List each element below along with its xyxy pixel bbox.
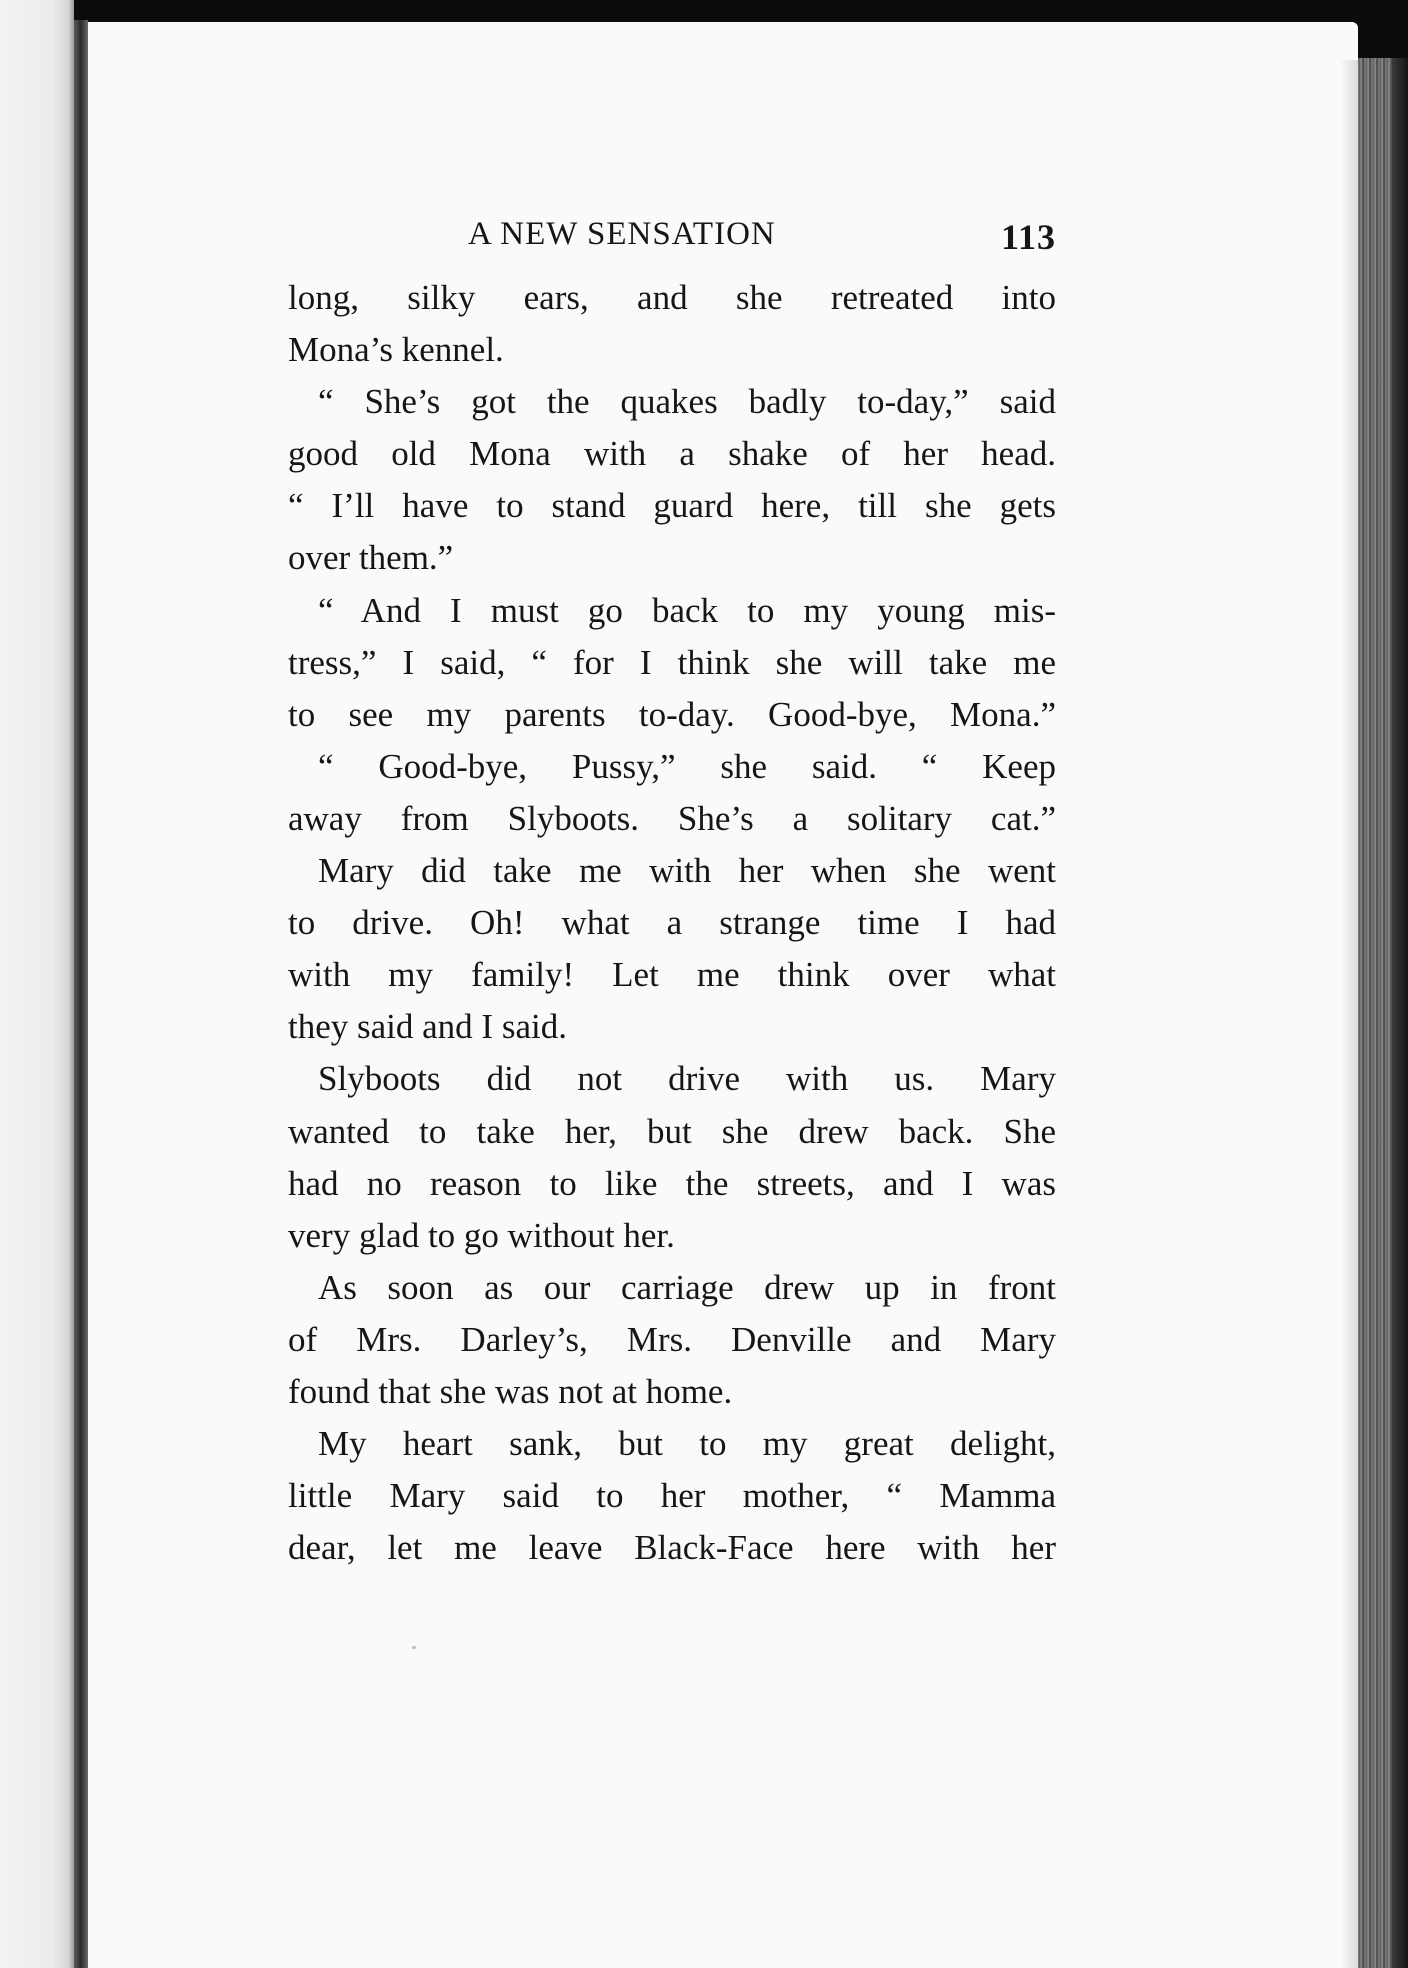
page-number: 113 (1000, 217, 1056, 257)
text-line: with my family! Let me think over what (288, 955, 1056, 995)
running-title: A NEW SENSATION (468, 216, 776, 252)
book-cover-edge (1392, 58, 1408, 1968)
text-line: Mona’s kennel. (288, 330, 504, 370)
text-line: good old Mona with a shake of her head. (288, 434, 1056, 474)
text-line: long, silky ears, and she retreated into (288, 278, 1056, 317)
text-line: wanted to take her, but she drew back. She (288, 1111, 1056, 1151)
text-line: found that she was not at home. (288, 1371, 733, 1411)
text-line: very glad to go without her. (288, 1215, 675, 1255)
text-line: “ And I must go back to my young mis- (318, 590, 1056, 630)
text-line: over them.” (288, 538, 454, 578)
text-line: Mary did take me with her when she went (318, 851, 1056, 891)
text-line: to see my parents to-day. Good-bye, Mona.” (288, 694, 1056, 734)
text-line: away from Slyboots. She’s a solitary cat.” (288, 798, 1056, 838)
text-line: As soon as our carriage drew up in front (318, 1267, 1056, 1307)
text-line: had no reason to like the streets, and I was (288, 1163, 1056, 1203)
book-gutter (74, 20, 88, 1968)
text-line: to drive. Oh! what a strange time I had (288, 903, 1056, 943)
text-line: “ She’s got the quakes badly to-day,” said (318, 382, 1056, 422)
text-line: “ I’ll have to stand guard here, till she gets (288, 486, 1056, 526)
text-line: Slyboots did not drive with us. Mary (318, 1059, 1056, 1099)
text-line: little Mary said to her mother, “ Mamma (288, 1476, 1056, 1516)
text-line: dear, let me leave Black-Face here with her (288, 1528, 1056, 1568)
facing-page-edge (0, 0, 74, 1968)
paper-speck (412, 1646, 416, 1649)
text-line: “ Good-bye, Pussy,” she said. “ Keep (318, 746, 1056, 786)
page-text-block (288, 216, 1056, 1574)
text-line: they said and I said. (288, 1007, 567, 1047)
text-line: of Mrs. Darley’s, Mrs. Denville and Mary (288, 1319, 1056, 1359)
text-line: tress,” I said, “ for I think she will take me (288, 642, 1056, 682)
page-shadow (1340, 60, 1358, 1968)
text-line: My heart sank, but to my great delight, (318, 1424, 1056, 1464)
running-head (288, 216, 1056, 272)
